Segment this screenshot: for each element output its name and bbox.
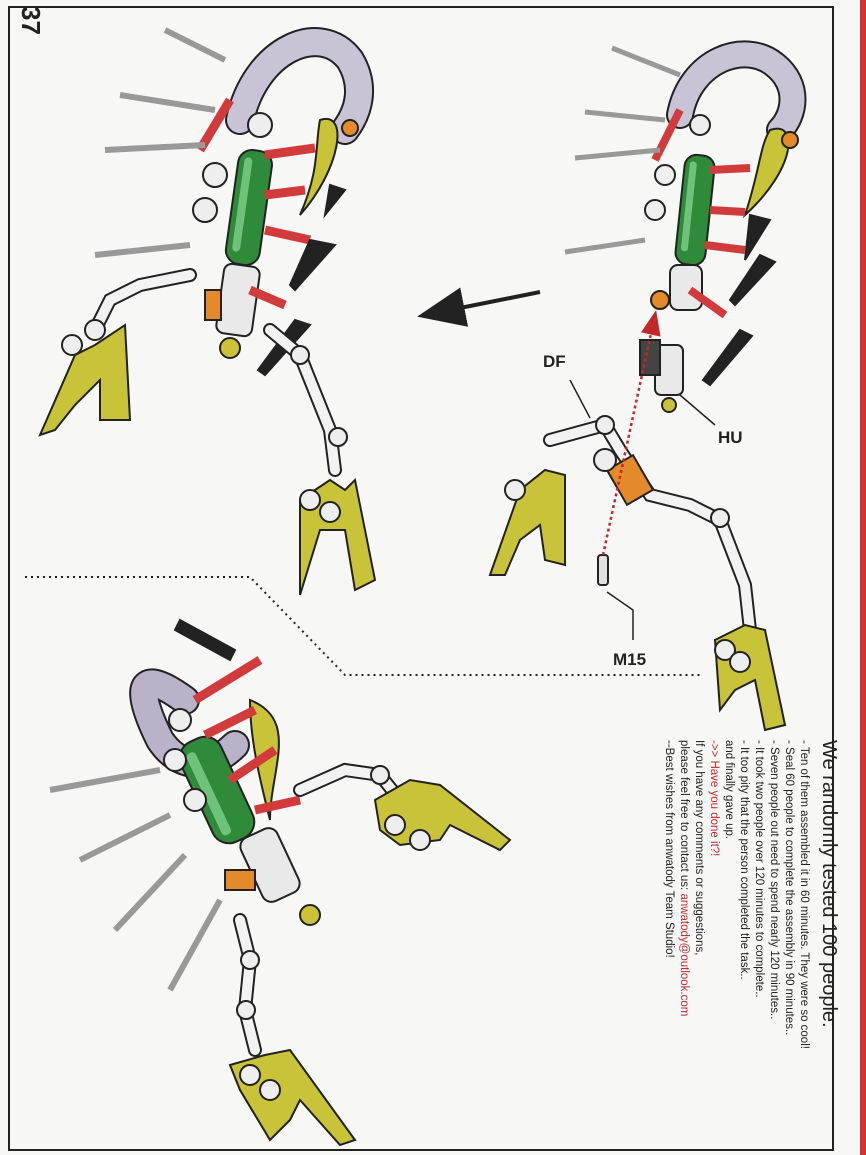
- df-leader: [570, 380, 590, 418]
- notes-contact-prefix: please feel free to contact us:: [678, 740, 690, 894]
- notes-prompt: ->> Have you done it?!: [708, 740, 720, 857]
- step-arrow: [425, 292, 540, 315]
- hu-leader: [680, 395, 715, 425]
- contact-email[interactable]: anwatody@outlook.com: [678, 893, 690, 1017]
- notes-line-3: - Seven people out need to spend nearly 120 minutes..: [768, 740, 780, 1020]
- scorpion-result: [40, 30, 375, 595]
- section-divider: [25, 577, 700, 675]
- notes-signoff: --Best wishes from anwatody Team Studio!: [663, 740, 675, 958]
- notes-line-1: - Ten of them assembled it in 60 minutes. They were so cool!: [798, 740, 810, 1049]
- label-hu: HU: [718, 428, 743, 447]
- notes-line-5: - It too pity that the person completed the task..: [738, 740, 750, 980]
- notes-title: We randomly tested 100 people:: [818, 740, 840, 1028]
- notes-line-6: and finally gave up.: [723, 740, 735, 840]
- tester-notes: [663, 740, 840, 1140]
- page-number: 37: [16, 6, 46, 35]
- label-df: DF: [543, 352, 566, 371]
- scorpion-completed: [50, 620, 510, 1145]
- m15-leader: [607, 592, 633, 640]
- notes-contact-1: If you have any comments or suggestions,: [693, 740, 705, 956]
- notes-line-2: - Seal 60 people to complete the assembly in 90 minutes..: [783, 740, 795, 1036]
- label-m15: M15: [613, 650, 647, 669]
- scorpion-step: [490, 48, 798, 730]
- notes-contact-2: [676, 740, 691, 1140]
- notes-line-4: - It took two people over 120 minutes to complete..: [753, 740, 765, 998]
